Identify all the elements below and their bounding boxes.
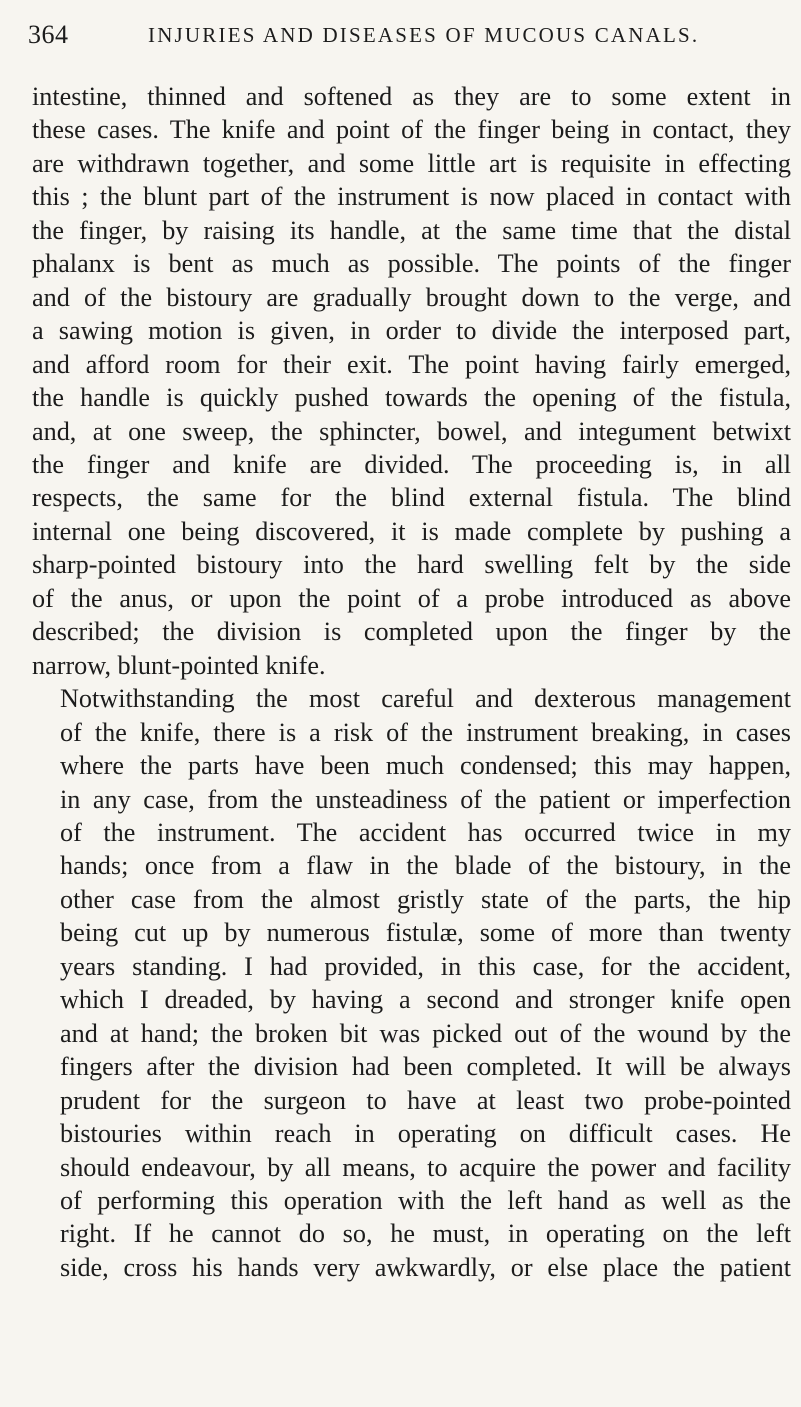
text-line: and, at one sweep, the sphincter, bowel, and integument betwixt <box>32 416 791 446</box>
text-line: should endeavour, by all means, to acquire the power and facility <box>60 1152 791 1182</box>
running-head: INJURIES AND DISEASES OF MUCOUS CANALS. <box>148 23 700 47</box>
text-line: Notwithstanding the most careful and dexterous management <box>60 684 791 714</box>
text-line: in any case, from the unsteadiness of the patient or imperfection <box>60 784 791 814</box>
text-line: years standing. I had provided, in this case, for the accident, <box>60 951 791 981</box>
text-line: of the anus, or upon the point of a probe introduced as above <box>32 583 791 613</box>
page-number: 364 <box>28 20 69 49</box>
text-line: fingers after the division had been completed. It will be always <box>60 1052 791 1082</box>
text-line: right. If he cannot do so, he must, in operating on the left <box>60 1219 791 1249</box>
text-line: and of the bistoury are gradually brought down to the verge, and <box>32 282 791 312</box>
text-line: other case from the almost gristly state of the parts, the hip <box>60 884 791 914</box>
text-line: the handle is quickly pushed towards the opening of the fistula, <box>32 383 791 413</box>
text-line: sharp-pointed bistoury into the hard swelling felt by the side <box>32 550 791 580</box>
text-line: being cut up by numerous fistulæ, some of more than twenty <box>60 918 791 948</box>
text-line: which I dreaded, by having a second and stronger knife open <box>60 985 791 1015</box>
text-line: this ; the blunt part of the instrument is now placed in contact with <box>32 182 791 212</box>
paragraph-1 <box>32 80 791 682</box>
text-line: internal one being discovered, it is made complete by pushing a <box>32 516 791 546</box>
text-line: where the parts have been much condensed; this may happen, <box>60 751 791 781</box>
text-line: bistouries within reach in operating on difficult cases. He <box>60 1119 791 1149</box>
text-line: a sawing motion is given, in order to divide the interposed part, <box>32 316 791 346</box>
body-text <box>32 80 791 1284</box>
text-line: and at hand; the broken bit was picked out of the wound by the <box>60 1018 791 1048</box>
text-line: the finger and knife are divided. The proceeding is, in all <box>32 449 791 479</box>
text-line: side, cross his hands very awkwardly, or else place the patient <box>60 1252 791 1282</box>
text-line: of the instrument. The accident has occurred twice in my <box>60 817 791 847</box>
text-line: narrow, blunt-pointed knife. <box>32 650 326 680</box>
text-line: hands; once from a flaw in the blade of the bistoury, in the <box>60 851 791 881</box>
text-line: are withdrawn together, and some little art is requisite in effecting <box>32 148 791 178</box>
text-line: and afford room for their exit. The point having fairly emerged, <box>32 349 791 379</box>
text-line: of the knife, there is a risk of the instrument breaking, in cases <box>60 717 791 747</box>
text-line: of performing this operation with the left hand as well as the <box>60 1185 791 1215</box>
text-line: described; the division is completed upon the finger by the <box>32 617 791 647</box>
text-line: the finger, by raising its handle, at the same time that the distal <box>32 215 791 245</box>
text-line: prudent for the surgeon to have at least two probe-pointed <box>60 1085 791 1115</box>
text-line: intestine, thinned and softened as they are to some extent in <box>32 82 791 111</box>
text-line: these cases. The knife and point of the finger being in contact, they <box>32 115 791 145</box>
paragraph-2 <box>32 682 791 1284</box>
text-line: phalanx is bent as much as possible. The points of the finger <box>32 249 791 279</box>
text-line: respects, the same for the blind external fistula. The blind <box>32 483 791 513</box>
page-header <box>28 20 761 54</box>
